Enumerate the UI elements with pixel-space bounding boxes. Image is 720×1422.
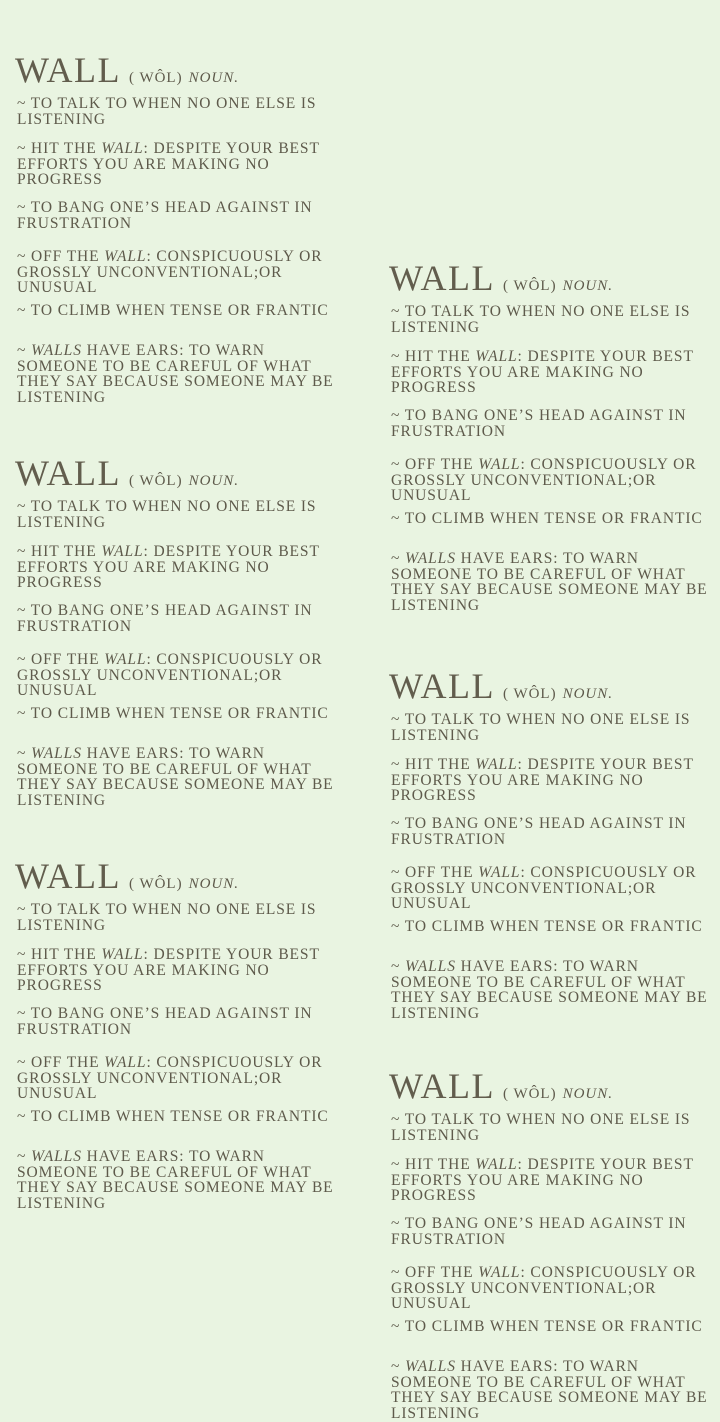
definition-1: [391, 712, 720, 743]
definition-text: ~ TO TALK TO WHEN NO ONE ELSE IS LISTENING: [17, 95, 317, 128]
definition-text: HAVE EARS: TO WARN SOMEONE TO BE CAREFUL OF WHAT THEY SAY BECAUSE SOMEONE MAY BE LISTENING: [391, 1358, 708, 1422]
entry-header: [389, 260, 613, 296]
definition-text: ~ HIT THE: [17, 543, 102, 560]
definition-italic-term: WALLS: [405, 958, 456, 975]
definition-3: [391, 1216, 720, 1247]
entry-header: [15, 52, 239, 88]
definition-text: : DESPITE YOUR BEST EFFORTS YOU ARE MAKING NO PROGRESS: [17, 946, 320, 994]
definition-5: [17, 706, 347, 722]
definition-5: [391, 919, 720, 935]
definition-2: [17, 947, 347, 994]
definition-text: ~: [17, 1148, 32, 1165]
definition-text: ~ TO TALK TO WHEN NO ONE ELSE IS LISTENING: [391, 1111, 691, 1144]
definition-italic-term: WALL: [104, 1054, 147, 1071]
definition-text: ~ OFF THE: [17, 1054, 105, 1071]
part-of-speech: NOUN.: [562, 686, 614, 702]
definition-text: ~ TO TALK TO WHEN NO ONE ELSE IS LISTENING: [391, 303, 691, 336]
definition-5: [391, 1319, 720, 1335]
definition-text: HAVE EARS: TO WARN SOMEONE TO BE CAREFUL OF WHAT THEY SAY BECAUSE SOMEONE MAY BE LISTENING: [17, 1148, 334, 1212]
definition-text: ~ TO CLIMB WHEN TENSE OR FRANTIC: [391, 510, 703, 527]
definition-italic-term: WALLS: [31, 1148, 82, 1165]
definition-italic-term: WALL: [478, 1264, 521, 1281]
definition-italic-term: WALL: [475, 1156, 518, 1173]
definition-1: [391, 304, 720, 335]
headword: WALL: [389, 258, 495, 298]
pronunciation: ( WÔL): [502, 1086, 557, 1102]
definition-3: [17, 603, 347, 634]
definition-6: [17, 1149, 347, 1211]
definition-5: [17, 1109, 347, 1125]
definition-text: ~ OFF THE: [17, 651, 105, 668]
part-of-speech: NOUN.: [562, 278, 614, 294]
definition-4: [391, 1265, 720, 1312]
definition-text: ~ OFF THE: [391, 864, 479, 881]
definition-text: ~ HIT THE: [17, 946, 102, 963]
part-of-speech: NOUN.: [188, 473, 240, 489]
definition-text: ~ TO CLIMB WHEN TENSE OR FRANTIC: [17, 302, 329, 319]
definition-6: [17, 746, 347, 808]
definition-italic-term: WALL: [475, 756, 518, 773]
headword: WALL: [389, 1066, 495, 1106]
entry-header: [15, 858, 239, 894]
definition-2: [17, 141, 347, 188]
pronunciation: ( WÔL): [128, 473, 183, 489]
definition-text: ~: [391, 550, 406, 567]
entry-header: [389, 668, 613, 704]
definition-text: ~ TO CLIMB WHEN TENSE OR FRANTIC: [391, 1318, 703, 1335]
part-of-speech: NOUN.: [188, 876, 240, 892]
definition-text: ~: [17, 745, 32, 762]
definition-1: [17, 902, 347, 933]
definition-text: ~: [391, 958, 406, 975]
definition-italic-term: WALL: [478, 456, 521, 473]
pronunciation: ( WÔL): [128, 876, 183, 892]
definition-2: [391, 349, 720, 396]
definition-3: [391, 408, 720, 439]
definition-text: ~ OFF THE: [391, 456, 479, 473]
pronunciation: ( WÔL): [128, 70, 183, 86]
headword: WALL: [389, 666, 495, 706]
pronunciation: ( WÔL): [502, 686, 557, 702]
definition-italic-term: WALLS: [405, 1358, 456, 1375]
definition-text: : DESPITE YOUR BEST EFFORTS YOU ARE MAKING NO PROGRESS: [17, 140, 320, 188]
definition-text: ~: [17, 342, 32, 359]
definition-4: [391, 865, 720, 912]
entry-header: [389, 1068, 613, 1104]
definition-text: ~ TO BANG ONE’S HEAD AGAINST IN FRUSTRATION: [391, 407, 687, 440]
definition-italic-term: WALL: [104, 651, 147, 668]
definition-text: ~ TO CLIMB WHEN TENSE OR FRANTIC: [391, 918, 703, 935]
part-of-speech: NOUN.: [562, 1086, 614, 1102]
definition-text: HAVE EARS: TO WARN SOMEONE TO BE CAREFUL OF WHAT THEY SAY BECAUSE SOMEONE MAY BE LISTENING: [391, 550, 708, 614]
right-column: [389, 0, 720, 1422]
definition-3: [391, 816, 720, 847]
entry-header: [15, 455, 239, 491]
definition-4: [17, 652, 347, 699]
definition-text: HAVE EARS: TO WARN SOMEONE TO BE CAREFUL OF WHAT THEY SAY BECAUSE SOMEONE MAY BE LISTENING: [391, 958, 708, 1022]
definition-italic-term: WALL: [101, 140, 144, 157]
definition-text: ~ OFF THE: [17, 248, 105, 265]
part-of-speech: NOUN.: [188, 70, 240, 86]
definition-5: [391, 511, 720, 527]
left-column: [15, 0, 347, 1212]
definition-text: ~ TO BANG ONE’S HEAD AGAINST IN FRUSTRATION: [17, 602, 313, 635]
definition-text: ~ TO BANG ONE’S HEAD AGAINST IN FRUSTRATION: [391, 815, 687, 848]
definition-italic-term: WALL: [478, 864, 521, 881]
definition-text: ~ OFF THE: [391, 1264, 479, 1281]
definition-italic-term: WALLS: [31, 342, 82, 359]
definition-3: [17, 200, 347, 231]
definition-italic-term: WALL: [101, 946, 144, 963]
definition-2: [391, 757, 720, 804]
definition-6: [391, 1359, 720, 1421]
definition-italic-term: WALL: [101, 543, 144, 560]
definition-text: : DESPITE YOUR BEST EFFORTS YOU ARE MAKING NO PROGRESS: [391, 348, 694, 396]
definition-text: ~ TO BANG ONE’S HEAD AGAINST IN FRUSTRATION: [391, 1215, 687, 1248]
definition-5: [17, 303, 347, 319]
definition-4: [17, 1055, 347, 1102]
definition-text: : CONSPICUOUSLY OR GROSSLY UNCONVENTIONAL;OR UNUSUAL: [17, 248, 323, 296]
headword: WALL: [15, 50, 121, 90]
definition-text: ~ TO CLIMB WHEN TENSE OR FRANTIC: [17, 705, 329, 722]
definition-6: [391, 551, 720, 613]
definition-text: : DESPITE YOUR BEST EFFORTS YOU ARE MAKING NO PROGRESS: [391, 1156, 694, 1204]
definition-text: HAVE EARS: TO WARN SOMEONE TO BE CAREFUL OF WHAT THEY SAY BECAUSE SOMEONE MAY BE LISTENING: [17, 342, 334, 406]
definition-3: [17, 1006, 347, 1037]
headword: WALL: [15, 453, 121, 493]
definition-4: [17, 249, 347, 296]
definition-text: : CONSPICUOUSLY OR GROSSLY UNCONVENTIONAL;OR UNUSUAL: [17, 1054, 323, 1102]
definition-4: [391, 457, 720, 504]
definition-text: : CONSPICUOUSLY OR GROSSLY UNCONVENTIONAL;OR UNUSUAL: [391, 864, 697, 912]
definition-text: : DESPITE YOUR BEST EFFORTS YOU ARE MAKING NO PROGRESS: [391, 756, 694, 804]
definition-text: ~ HIT THE: [391, 348, 476, 365]
definition-text: HAVE EARS: TO WARN SOMEONE TO BE CAREFUL OF WHAT THEY SAY BECAUSE SOMEONE MAY BE LISTENING: [17, 745, 334, 809]
definition-text: ~ TO CLIMB WHEN TENSE OR FRANTIC: [17, 1108, 329, 1125]
definition-text: ~ HIT THE: [391, 1156, 476, 1173]
definition-1: [17, 499, 347, 530]
definition-text: : CONSPICUOUSLY OR GROSSLY UNCONVENTIONAL;OR UNUSUAL: [17, 651, 323, 699]
definition-text: ~ TO TALK TO WHEN NO ONE ELSE IS LISTENING: [17, 901, 317, 934]
definition-text: ~ TO BANG ONE’S HEAD AGAINST IN FRUSTRATION: [17, 199, 313, 232]
definition-italic-term: WALL: [104, 248, 147, 265]
definition-text: ~ TO TALK TO WHEN NO ONE ELSE IS LISTENING: [17, 498, 317, 531]
definition-text: ~: [391, 1358, 406, 1375]
definition-text: : CONSPICUOUSLY OR GROSSLY UNCONVENTIONAL;OR UNUSUAL: [391, 1264, 697, 1312]
headword: WALL: [15, 856, 121, 896]
definition-italic-term: WALLS: [31, 745, 82, 762]
definition-italic-term: WALL: [475, 348, 518, 365]
definition-6: [391, 959, 720, 1021]
definition-text: : DESPITE YOUR BEST EFFORTS YOU ARE MAKING NO PROGRESS: [17, 543, 320, 591]
definition-text: ~ HIT THE: [391, 756, 476, 773]
definition-italic-term: WALLS: [405, 550, 456, 567]
definition-text: ~ HIT THE: [17, 140, 102, 157]
definition-1: [391, 1112, 720, 1143]
pronunciation: ( WÔL): [502, 278, 557, 294]
definition-2: [17, 544, 347, 591]
definition-1: [17, 96, 347, 127]
definition-6: [17, 343, 347, 405]
definition-text: : CONSPICUOUSLY OR GROSSLY UNCONVENTIONAL;OR UNUSUAL: [391, 456, 697, 504]
definition-text: ~ TO BANG ONE’S HEAD AGAINST IN FRUSTRATION: [17, 1005, 313, 1038]
definition-text: ~ TO TALK TO WHEN NO ONE ELSE IS LISTENING: [391, 711, 691, 744]
definition-2: [391, 1157, 720, 1204]
